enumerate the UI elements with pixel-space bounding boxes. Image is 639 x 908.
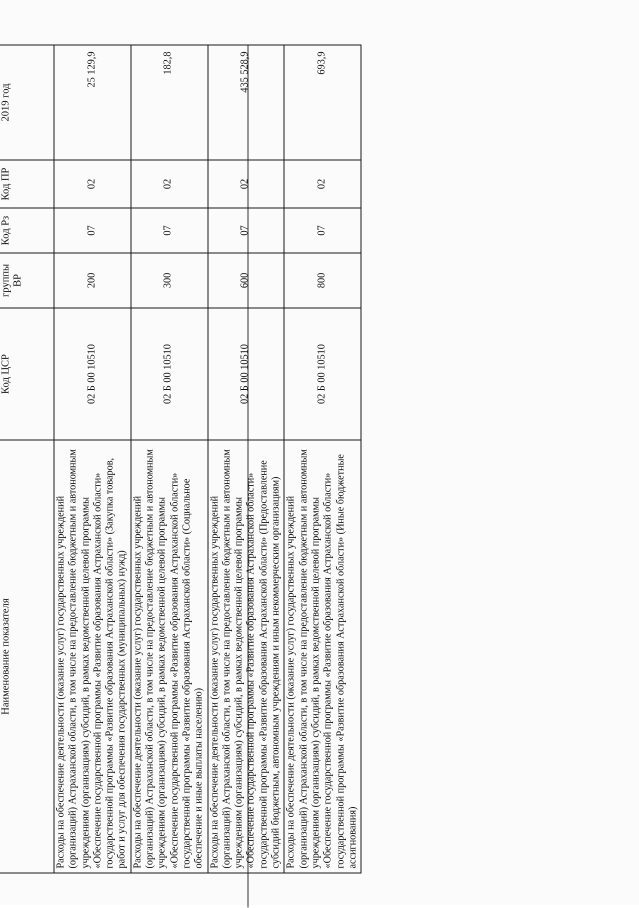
- row-csr: 02 Б 00 10510: [131, 308, 208, 440]
- header-vr: группы ВР: [0, 253, 54, 308]
- row-name: Расходы на обеспечение деятельности (оказание услуг) государственных учреждений (организаций) Астраханской области, в том числе на предоставление бюджетным и автономным учреждениям (организациям) субсидий, в рамках ведомственной целевой программы «Обеспечение государственной программы «Развитие образования Астраханской области» государственной программы «Развитие образования Астраханской области» (Иные бюджетные ассигнования): [284, 440, 361, 873]
- header-year: 2019 год: [0, 45, 54, 160]
- row-pr: 02: [54, 160, 131, 208]
- header-row: [0, 45, 54, 873]
- row-name: Расходы на обеспечение деятельности (оказание услуг) государственных учреждений (организаций) Астраханской области, в том числе на предоставление бюджетным и автономным учреждениям (организациям) субсидий, в рамках ведомственной целевой программы «Обеспечение государственной программы «Развитие образования Астраханской области» государственной программы «Развитие образования Астраханской области» (Социальное обеспечение и иные выплаты населению): [131, 440, 208, 873]
- budget-table: [0, 45, 362, 874]
- table-row: [208, 45, 285, 873]
- row-pr: 02: [284, 160, 361, 208]
- row-value: 25 129,9: [54, 45, 131, 160]
- header-name: Наименование показателя: [0, 440, 54, 873]
- row-rz: 07: [131, 208, 208, 253]
- rotated-sheet: [0, 45, 359, 908]
- row-csr: 02 Б 00 10510: [284, 308, 361, 440]
- header-rz: Код Рз: [0, 208, 54, 253]
- header-pr: Код ПР: [0, 160, 54, 208]
- table-row: [131, 45, 208, 873]
- row-vr: 200: [54, 253, 131, 308]
- row-pr: 02: [208, 160, 285, 208]
- row-pr: 02: [131, 160, 208, 208]
- row-value: 435 528,9: [208, 45, 285, 160]
- table-row: [284, 45, 361, 873]
- header-csr: Код ЦСР: [0, 308, 54, 440]
- row-value: 693,9: [284, 45, 361, 160]
- row-vr: 300: [131, 253, 208, 308]
- row-name: Расходы на обеспечение деятельности (оказание услуг) государственных учреждений (организаций) Астраханской области, в том числе на предоставление бюджетным и автономным учреждениям (организациям) субсидий, в рамках ведомственной целевой программы «Обеспечение государственной программы «Развитие образования Астраханской области» государственной программы «Развитие образования Астраханской области» (Предоставление субсидий бюджетным, автономным учреждениям и иным некоммерческим организациям): [208, 440, 285, 873]
- row-vr: 800: [284, 253, 361, 308]
- row-rz: 07: [54, 208, 131, 253]
- row-rz: 07: [284, 208, 361, 253]
- row-rz: 07: [208, 208, 285, 253]
- row-csr: 02 Б 00 10510: [208, 308, 285, 440]
- table-row: [54, 45, 131, 873]
- row-value: 182,8: [131, 45, 208, 160]
- row-csr: 02 Б 00 10510: [54, 308, 131, 440]
- row-vr: 600: [208, 253, 285, 308]
- row-name: Расходы на обеспечение деятельности (оказание услуг) государственных учреждений (организаций) Астраханской области, в том числе на предоставление бюджетным и автономным учреждениям (организациям) субсидий, в рамках ведомственной целевой программы «Обеспечение государственной программы «Развитие образования Астраханской области» государственной программы «Развитие образования Астраханской области» (Закупка товаров, работ и услуг для обеспечения государственных (муниципальных) нужд): [54, 440, 131, 873]
